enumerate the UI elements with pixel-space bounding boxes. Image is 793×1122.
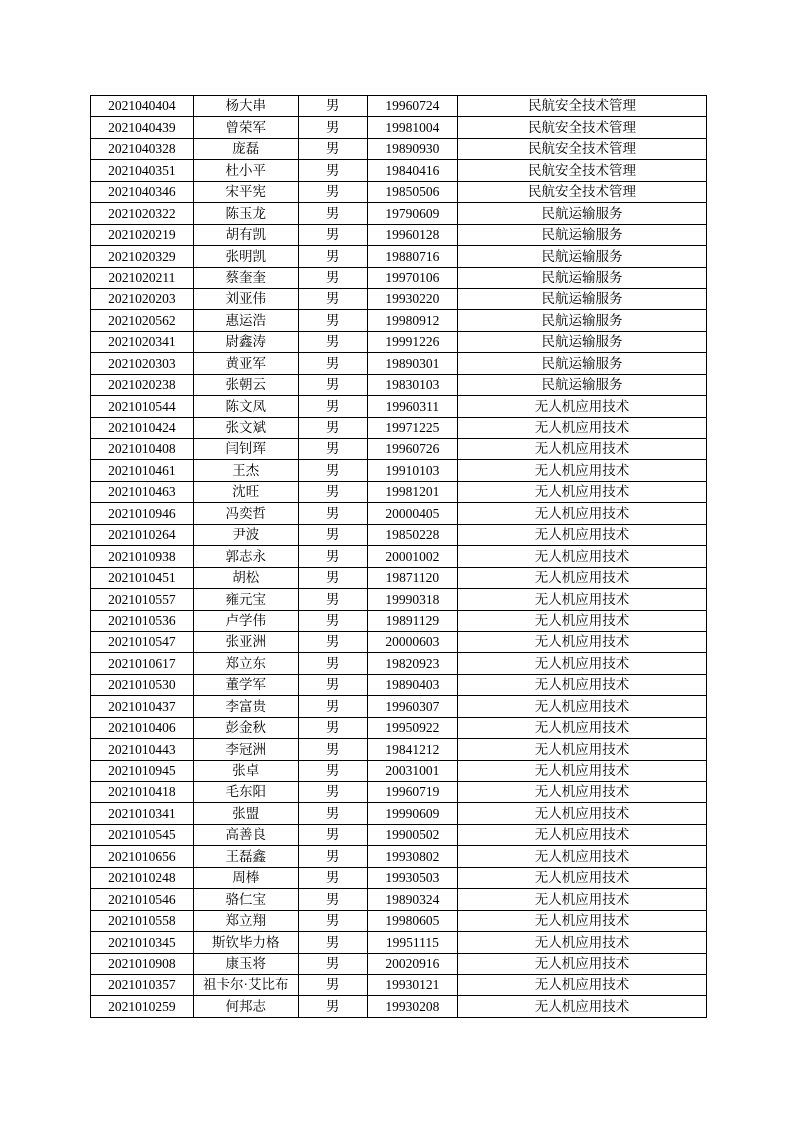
cell-name: 郑立东 bbox=[193, 653, 298, 674]
cell-student-id: 2021020562 bbox=[91, 310, 194, 331]
cell-birth-date: 19950922 bbox=[367, 717, 458, 738]
cell-birth-date: 19990609 bbox=[367, 803, 458, 824]
cell-major: 无人机应用技术 bbox=[458, 996, 707, 1018]
cell-gender: 男 bbox=[298, 246, 367, 267]
cell-birth-date: 19930208 bbox=[367, 996, 458, 1018]
cell-major: 无人机应用技术 bbox=[458, 932, 707, 953]
cell-student-id: 2021010451 bbox=[91, 567, 194, 588]
roster-table-body bbox=[91, 96, 707, 1018]
cell-gender: 男 bbox=[298, 589, 367, 610]
cell-gender: 男 bbox=[298, 889, 367, 910]
cell-major: 民航运输服务 bbox=[458, 203, 707, 224]
cell-student-id: 2021040439 bbox=[91, 117, 194, 138]
cell-student-id: 2021020329 bbox=[91, 246, 194, 267]
cell-birth-date: 19960128 bbox=[367, 224, 458, 245]
cell-birth-date: 19960719 bbox=[367, 782, 458, 803]
cell-gender: 男 bbox=[298, 846, 367, 867]
cell-gender: 男 bbox=[298, 996, 367, 1018]
cell-gender: 男 bbox=[298, 567, 367, 588]
table-row bbox=[91, 374, 707, 395]
cell-student-id: 2021010617 bbox=[91, 653, 194, 674]
table-row bbox=[91, 974, 707, 995]
cell-student-id: 2021010546 bbox=[91, 889, 194, 910]
cell-birth-date: 20001002 bbox=[367, 546, 458, 567]
cell-birth-date: 19980605 bbox=[367, 910, 458, 931]
cell-gender: 男 bbox=[298, 824, 367, 845]
cell-name: 毛东阳 bbox=[193, 782, 298, 803]
cell-major: 无人机应用技术 bbox=[458, 439, 707, 460]
table-row bbox=[91, 138, 707, 159]
cell-student-id: 2021010264 bbox=[91, 524, 194, 545]
cell-name: 张亚洲 bbox=[193, 631, 298, 652]
cell-major: 无人机应用技术 bbox=[458, 846, 707, 867]
cell-name: 斯钦毕力格 bbox=[193, 932, 298, 953]
table-row bbox=[91, 696, 707, 717]
cell-birth-date: 20000405 bbox=[367, 503, 458, 524]
cell-major: 无人机应用技术 bbox=[458, 910, 707, 931]
cell-name: 杜小平 bbox=[193, 160, 298, 181]
table-row bbox=[91, 310, 707, 331]
cell-gender: 男 bbox=[298, 867, 367, 888]
cell-gender: 男 bbox=[298, 760, 367, 781]
cell-gender: 男 bbox=[298, 953, 367, 974]
cell-major: 民航运输服务 bbox=[458, 224, 707, 245]
cell-major: 无人机应用技术 bbox=[458, 481, 707, 502]
cell-gender: 男 bbox=[298, 288, 367, 309]
cell-gender: 男 bbox=[298, 803, 367, 824]
cell-birth-date: 19960726 bbox=[367, 439, 458, 460]
cell-student-id: 2021010557 bbox=[91, 589, 194, 610]
cell-major: 无人机应用技术 bbox=[458, 610, 707, 631]
cell-name: 张卓 bbox=[193, 760, 298, 781]
cell-student-id: 2021010547 bbox=[91, 631, 194, 652]
cell-birth-date: 19850506 bbox=[367, 181, 458, 202]
table-row bbox=[91, 181, 707, 202]
cell-student-id: 2021040346 bbox=[91, 181, 194, 202]
table-row bbox=[91, 439, 707, 460]
cell-name: 张盟 bbox=[193, 803, 298, 824]
table-row bbox=[91, 867, 707, 888]
cell-gender: 男 bbox=[298, 481, 367, 502]
cell-name: 骆仁宝 bbox=[193, 889, 298, 910]
table-row bbox=[91, 803, 707, 824]
cell-name: 康玉将 bbox=[193, 953, 298, 974]
table-row bbox=[91, 117, 707, 138]
cell-major: 民航运输服务 bbox=[458, 310, 707, 331]
cell-major: 无人机应用技术 bbox=[458, 524, 707, 545]
cell-name: 张文斌 bbox=[193, 417, 298, 438]
cell-birth-date: 19891129 bbox=[367, 610, 458, 631]
cell-name: 何邦志 bbox=[193, 996, 298, 1018]
cell-birth-date: 19910103 bbox=[367, 460, 458, 481]
cell-birth-date: 19890301 bbox=[367, 353, 458, 374]
cell-student-id: 2021010544 bbox=[91, 396, 194, 417]
table-row bbox=[91, 760, 707, 781]
cell-name: 尹波 bbox=[193, 524, 298, 545]
cell-major: 无人机应用技术 bbox=[458, 460, 707, 481]
cell-name: 宋平宪 bbox=[193, 181, 298, 202]
cell-name: 闫钊珲 bbox=[193, 439, 298, 460]
cell-birth-date: 20020916 bbox=[367, 953, 458, 974]
cell-gender: 男 bbox=[298, 353, 367, 374]
table-row bbox=[91, 996, 707, 1018]
table-row bbox=[91, 932, 707, 953]
table-row bbox=[91, 846, 707, 867]
cell-name: 雍元宝 bbox=[193, 589, 298, 610]
table-row bbox=[91, 589, 707, 610]
cell-name: 刘亚伟 bbox=[193, 288, 298, 309]
cell-name: 陈玉龙 bbox=[193, 203, 298, 224]
cell-birth-date: 19960311 bbox=[367, 396, 458, 417]
cell-gender: 男 bbox=[298, 396, 367, 417]
cell-name: 张朝云 bbox=[193, 374, 298, 395]
cell-gender: 男 bbox=[298, 696, 367, 717]
table-row bbox=[91, 653, 707, 674]
cell-major: 无人机应用技术 bbox=[458, 739, 707, 760]
table-row bbox=[91, 674, 707, 695]
cell-name: 惠运浩 bbox=[193, 310, 298, 331]
cell-student-id: 2021010545 bbox=[91, 824, 194, 845]
cell-birth-date: 19890930 bbox=[367, 138, 458, 159]
cell-birth-date: 19971225 bbox=[367, 417, 458, 438]
table-row bbox=[91, 288, 707, 309]
cell-gender: 男 bbox=[298, 310, 367, 331]
cell-gender: 男 bbox=[298, 782, 367, 803]
cell-major: 无人机应用技术 bbox=[458, 674, 707, 695]
table-row bbox=[91, 631, 707, 652]
cell-major: 无人机应用技术 bbox=[458, 396, 707, 417]
table-row bbox=[91, 460, 707, 481]
cell-name: 彭金秋 bbox=[193, 717, 298, 738]
table-row bbox=[91, 739, 707, 760]
cell-birth-date: 19890403 bbox=[367, 674, 458, 695]
cell-gender: 男 bbox=[298, 610, 367, 631]
cell-birth-date: 20000603 bbox=[367, 631, 458, 652]
table-row bbox=[91, 396, 707, 417]
cell-gender: 男 bbox=[298, 138, 367, 159]
cell-name: 卢学伟 bbox=[193, 610, 298, 631]
cell-student-id: 2021010558 bbox=[91, 910, 194, 931]
cell-major: 民航运输服务 bbox=[458, 374, 707, 395]
cell-student-id: 2021020322 bbox=[91, 203, 194, 224]
table-row bbox=[91, 824, 707, 845]
cell-name: 董学军 bbox=[193, 674, 298, 695]
cell-student-id: 2021010259 bbox=[91, 996, 194, 1018]
cell-name: 庞磊 bbox=[193, 138, 298, 159]
cell-birth-date: 19890324 bbox=[367, 889, 458, 910]
cell-name: 陈文凤 bbox=[193, 396, 298, 417]
table-row bbox=[91, 953, 707, 974]
cell-major: 无人机应用技术 bbox=[458, 889, 707, 910]
cell-student-id: 2021010437 bbox=[91, 696, 194, 717]
table-row bbox=[91, 503, 707, 524]
cell-birth-date: 19840416 bbox=[367, 160, 458, 181]
cell-major: 无人机应用技术 bbox=[458, 803, 707, 824]
cell-major: 无人机应用技术 bbox=[458, 503, 707, 524]
cell-student-id: 2021020203 bbox=[91, 288, 194, 309]
cell-gender: 男 bbox=[298, 96, 367, 117]
cell-major: 无人机应用技术 bbox=[458, 696, 707, 717]
cell-birth-date: 19900502 bbox=[367, 824, 458, 845]
cell-student-id: 2021040328 bbox=[91, 138, 194, 159]
cell-name: 冯奕哲 bbox=[193, 503, 298, 524]
cell-birth-date: 19930802 bbox=[367, 846, 458, 867]
cell-gender: 男 bbox=[298, 932, 367, 953]
cell-gender: 男 bbox=[298, 631, 367, 652]
cell-student-id: 2021010946 bbox=[91, 503, 194, 524]
cell-birth-date: 19981004 bbox=[367, 117, 458, 138]
cell-birth-date: 19980912 bbox=[367, 310, 458, 331]
table-row bbox=[91, 203, 707, 224]
cell-gender: 男 bbox=[298, 117, 367, 138]
cell-gender: 男 bbox=[298, 439, 367, 460]
cell-major: 民航安全技术管理 bbox=[458, 160, 707, 181]
cell-major: 民航运输服务 bbox=[458, 267, 707, 288]
table-row bbox=[91, 267, 707, 288]
cell-student-id: 2021020303 bbox=[91, 353, 194, 374]
cell-birth-date: 19850228 bbox=[367, 524, 458, 545]
cell-gender: 男 bbox=[298, 674, 367, 695]
cell-name: 尉鑫涛 bbox=[193, 331, 298, 352]
cell-major: 无人机应用技术 bbox=[458, 653, 707, 674]
table-row bbox=[91, 96, 707, 117]
cell-gender: 男 bbox=[298, 653, 367, 674]
cell-gender: 男 bbox=[298, 203, 367, 224]
cell-gender: 男 bbox=[298, 224, 367, 245]
table-row bbox=[91, 331, 707, 352]
cell-birth-date: 19880716 bbox=[367, 246, 458, 267]
cell-birth-date: 19960724 bbox=[367, 96, 458, 117]
cell-student-id: 2021040404 bbox=[91, 96, 194, 117]
cell-student-id: 2021020211 bbox=[91, 267, 194, 288]
cell-student-id: 2021010908 bbox=[91, 953, 194, 974]
cell-major: 无人机应用技术 bbox=[458, 824, 707, 845]
cell-major: 无人机应用技术 bbox=[458, 953, 707, 974]
cell-birth-date: 19820923 bbox=[367, 653, 458, 674]
cell-birth-date: 19970106 bbox=[367, 267, 458, 288]
cell-name: 黄亚军 bbox=[193, 353, 298, 374]
cell-student-id: 2021010463 bbox=[91, 481, 194, 502]
cell-gender: 男 bbox=[298, 267, 367, 288]
cell-name: 沈旺 bbox=[193, 481, 298, 502]
cell-name: 蔡奎奎 bbox=[193, 267, 298, 288]
cell-student-id: 2021020238 bbox=[91, 374, 194, 395]
cell-name: 李冠洲 bbox=[193, 739, 298, 760]
cell-student-id: 2021010945 bbox=[91, 760, 194, 781]
cell-name: 李富贵 bbox=[193, 696, 298, 717]
table-row bbox=[91, 546, 707, 567]
cell-name: 胡有凯 bbox=[193, 224, 298, 245]
cell-student-id: 2021010938 bbox=[91, 546, 194, 567]
cell-birth-date: 19981201 bbox=[367, 481, 458, 502]
cell-name: 张明凯 bbox=[193, 246, 298, 267]
cell-student-id: 2021010656 bbox=[91, 846, 194, 867]
cell-major: 民航运输服务 bbox=[458, 331, 707, 352]
cell-major: 无人机应用技术 bbox=[458, 546, 707, 567]
cell-gender: 男 bbox=[298, 417, 367, 438]
cell-gender: 男 bbox=[298, 910, 367, 931]
cell-major: 无人机应用技术 bbox=[458, 567, 707, 588]
cell-birth-date: 19841212 bbox=[367, 739, 458, 760]
table-row bbox=[91, 610, 707, 631]
cell-student-id: 2021010530 bbox=[91, 674, 194, 695]
cell-major: 无人机应用技术 bbox=[458, 974, 707, 995]
cell-birth-date: 19960307 bbox=[367, 696, 458, 717]
cell-major: 无人机应用技术 bbox=[458, 717, 707, 738]
cell-gender: 男 bbox=[298, 331, 367, 352]
cell-gender: 男 bbox=[298, 717, 367, 738]
cell-student-id: 2021010408 bbox=[91, 439, 194, 460]
cell-name: 曾荣军 bbox=[193, 117, 298, 138]
cell-birth-date: 20031001 bbox=[367, 760, 458, 781]
cell-student-id: 2021010357 bbox=[91, 974, 194, 995]
cell-student-id: 2021010443 bbox=[91, 739, 194, 760]
cell-birth-date: 19930220 bbox=[367, 288, 458, 309]
cell-birth-date: 19991226 bbox=[367, 331, 458, 352]
cell-major: 民航安全技术管理 bbox=[458, 138, 707, 159]
cell-name: 郭志永 bbox=[193, 546, 298, 567]
cell-major: 民航运输服务 bbox=[458, 353, 707, 374]
table-row bbox=[91, 717, 707, 738]
cell-gender: 男 bbox=[298, 374, 367, 395]
cell-student-id: 2021010461 bbox=[91, 460, 194, 481]
student-roster-table bbox=[90, 95, 707, 1018]
table-row bbox=[91, 417, 707, 438]
cell-gender: 男 bbox=[298, 460, 367, 481]
cell-name: 周棒 bbox=[193, 867, 298, 888]
cell-student-id: 2021010341 bbox=[91, 803, 194, 824]
cell-student-id: 2021040351 bbox=[91, 160, 194, 181]
cell-major: 无人机应用技术 bbox=[458, 760, 707, 781]
table-row bbox=[91, 910, 707, 931]
cell-student-id: 2021010406 bbox=[91, 717, 194, 738]
cell-gender: 男 bbox=[298, 503, 367, 524]
cell-name: 王磊鑫 bbox=[193, 846, 298, 867]
cell-birth-date: 19790609 bbox=[367, 203, 458, 224]
cell-student-id: 2021010418 bbox=[91, 782, 194, 803]
cell-birth-date: 19990318 bbox=[367, 589, 458, 610]
cell-major: 无人机应用技术 bbox=[458, 589, 707, 610]
cell-student-id: 2021010248 bbox=[91, 867, 194, 888]
cell-major: 无人机应用技术 bbox=[458, 782, 707, 803]
table-row bbox=[91, 567, 707, 588]
cell-major: 民航运输服务 bbox=[458, 288, 707, 309]
cell-gender: 男 bbox=[298, 546, 367, 567]
table-row bbox=[91, 224, 707, 245]
cell-name: 胡松 bbox=[193, 567, 298, 588]
cell-student-id: 2021020219 bbox=[91, 224, 194, 245]
table-row bbox=[91, 160, 707, 181]
cell-birth-date: 19930503 bbox=[367, 867, 458, 888]
cell-major: 民航安全技术管理 bbox=[458, 181, 707, 202]
table-row bbox=[91, 524, 707, 545]
cell-gender: 男 bbox=[298, 181, 367, 202]
table-row bbox=[91, 782, 707, 803]
table-row bbox=[91, 481, 707, 502]
cell-gender: 男 bbox=[298, 974, 367, 995]
cell-birth-date: 19830103 bbox=[367, 374, 458, 395]
cell-major: 无人机应用技术 bbox=[458, 631, 707, 652]
cell-student-id: 2021010345 bbox=[91, 932, 194, 953]
cell-major: 民航安全技术管理 bbox=[458, 117, 707, 138]
cell-student-id: 2021010424 bbox=[91, 417, 194, 438]
cell-birth-date: 19871120 bbox=[367, 567, 458, 588]
cell-name: 郑立翔 bbox=[193, 910, 298, 931]
cell-name: 杨大串 bbox=[193, 96, 298, 117]
cell-birth-date: 19930121 bbox=[367, 974, 458, 995]
table-row bbox=[91, 246, 707, 267]
cell-name: 王杰 bbox=[193, 460, 298, 481]
cell-name: 高善良 bbox=[193, 824, 298, 845]
cell-major: 民航运输服务 bbox=[458, 246, 707, 267]
cell-student-id: 2021020341 bbox=[91, 331, 194, 352]
cell-gender: 男 bbox=[298, 524, 367, 545]
cell-major: 无人机应用技术 bbox=[458, 417, 707, 438]
cell-gender: 男 bbox=[298, 739, 367, 760]
cell-student-id: 2021010536 bbox=[91, 610, 194, 631]
cell-name: 祖卡尔·艾比布 bbox=[193, 974, 298, 995]
table-row bbox=[91, 889, 707, 910]
cell-major: 民航安全技术管理 bbox=[458, 96, 707, 117]
table-row bbox=[91, 353, 707, 374]
cell-major: 无人机应用技术 bbox=[458, 867, 707, 888]
cell-birth-date: 19951115 bbox=[367, 932, 458, 953]
cell-gender: 男 bbox=[298, 160, 367, 181]
